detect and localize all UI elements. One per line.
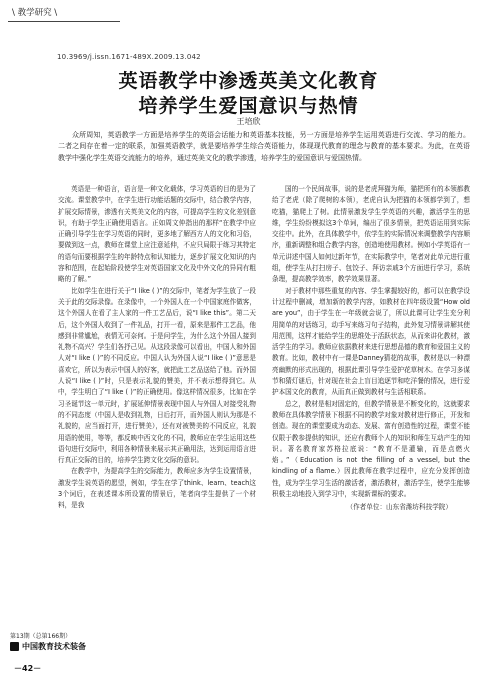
page-number: －42－ xyxy=(14,664,42,673)
article-title-line-1: 英语教学中渗透英美文化教育 xyxy=(118,70,379,92)
doi: 10.3969/j.issn.1671-489X.2009.13.042 xyxy=(57,53,201,61)
body-paragraph: 在教学中，为提高学生的交际能力，教师应多为学生设置情景，激发学生说英语的愿望，例如，学生在学了think、learn、teach这3个词后，在表述课本所设置的情景后，笔者向学生提供了一个材料，是我 xyxy=(58,467,256,510)
journal-name xyxy=(10,641,140,652)
article-title-line-2: 培养学生爱国意识与热情 xyxy=(138,95,359,117)
body-paragraph: 国的一个民间故事，说的是老虎拜猫为师，猫把所有的本领都教给了老虎（除了爬树的本领），老虎自认为把猫的本领都学到了，想吃猫，猫爬上了树。此情景激发学生学英语的兴趣，激活学生的思维，学生纷纷模拟这3个单词，编出了很多情景，把英语运用到实际交往中。此外，在具体教学中，依学生的实际情况来调整教学内容顺序，重新调整和组合教学内容，创造地使用教材。例如小学英语有一单元讲述中国人如何过新年节，在实际教学中，笔者对此单元进行重组，使学生从打扫房子、包饺子、拜访亲戚3个方面进行学习，系统条理，提高教学效率，教学效果显著。 xyxy=(272,185,470,284)
body-paragraph: 对于教材中那些重复的内容、学生掌握较好的，都可以在教学设计过程中删减，增加新的教学内容，如教材在四年级设置“How old are you”，由于学生在一年级就会说了，所以此课可让学生充分利用简单的对话练习，动手写来练习句子结构，此外复习情景讲解其使用范围，这样才能给学生的思维处于活跃状态，从而来讲化教材，激活学生的学习。教师应依据教材来进行思想品德的教育和爱国主义的教育。比如，教材中有一课是Danney猜花的故事，教材是以一种漂亮幽默的形式出现的，根据此课引导学生爱护花草树木。在学习多谋节和猜灯谜后，针对现在社会上盲目追逐节和吃洋餐的情况，进行爱护本国文化的教育，从而真正做到教材与生活相联系。 xyxy=(272,286,470,397)
author-name: 王培欣 xyxy=(236,117,261,126)
body-column-left xyxy=(58,184,256,642)
section-tag: \ 教学研究 \ xyxy=(8,6,120,22)
abstract: 众所周知，英语教学一方面是培养学生的英语会话能力和英语基本技能，另一方面是培养学生运用英语进行交流、学习的能力。二者之间存在着一定的联系，加强英语教学，就是要培养学生综合英语能力，体现现代教育的理念与教育的基本要求。为此，在英语教学中强化学生英语交流能力的培养，通过英美文化的教学渗透，培养学生的爱国意识与爱国热情。 xyxy=(58,131,470,162)
journal-logo-icon xyxy=(10,642,19,651)
issue-number: 第13期（总第166期） xyxy=(10,633,72,640)
journal-title: 中国教育技术装备 xyxy=(22,642,86,651)
body-paragraph: 总之，教材是相对固定的，但教学情景是不断变化的，这就要求教师在具体教学情景下根据不同的教学对象对教材进行修正，开发和创造。现在的课堂要成为动态、发展、富有创造性的过程，课堂不能仅限于教参提供的知识，还应有教师个人的知识和师生互动产生的知识。著名教育家苏格拉底说：“教育不是灌输，而是点燃火焰。”（Education is not the filling of a vessel, but the kindling of a flame.）因此教师在教学过程中，应充分发挥创造性，成为学生学习生活的激活者，激活教材，激活学生，使学生能够积极主动地投入到学习中，实现新课标的要求。 xyxy=(272,399,470,499)
body-paragraph: 比如学生在进行关于“I like ( )”的交际中，笔者为学生放了一段关于此的交际录像。在录像中，一个外国人在一个中国家庭作做客，这个外国人在看了主人家的一件工艺品后，说“I like this”。第二天后，这个外国人收到了一件礼品，打开一看，原来是那件工艺品，他感到非常尴尬，表情无可奈何。于是问学生，为什么这个外国人接到礼物不高兴？学生们各抒己见。从这段录像可以看出，中国人和外国人对“I like ( )”的不同反应。中国人认为外国人说“I like ( )”意思是喜欢它，所以为表示中国人的好客，就把此工艺品送给了他。而外国人说“I like ( )”时，只是表示礼貌的赞美，并不表示想得到它。从中，学生明白了“I like ( )”的正确使用。像这样情况很多，比如在学习圣诞节这一单元时，扩展延伸情景表现中国人与外国人对接受礼物的不同态度（中国人是收到礼物，日后打开，而外国人则认为那是不礼貌的，应当面打开，进行赞美），还有对被赞美的不同反应，礼貌用语的使用，等等，都反映中西文化的不同，教师应在学生运用这些语句进行交际中，利用各种情景来展示其正确用法，达到运用语言进行真正交际的目的，培养学生跨文化交际的意识。 xyxy=(58,286,256,465)
page-footer xyxy=(10,631,140,652)
body-paragraph: 英语是一种语言，语言是一种文化载体，学习英语的目的是为了交流。课堂教学中，在学生进行功能话题的交际中，结合教学内容，扩展交际情景，渗透有关英美文化的内容，可提高学生的文化差别意识，有助于学生正确使用语言。正如周文仲指出的那样“在教学中应正确引导学生在学习英语的同时，更多地了解西方人的文化和习俗，要做到这一点，教师在课堂上应注意延伸，不应只局限于练习其特定的语句而要根据学生的年龄特点和认知能力，逐步扩展文化知识的内容和范围，在起始阶段使学生对英语国家文化及中外文化的异同有粗略的了解。” xyxy=(58,185,256,284)
author-affiliation: （作者单位：山东省潍坊科技学院） xyxy=(346,503,452,512)
body-column-right xyxy=(272,184,470,634)
